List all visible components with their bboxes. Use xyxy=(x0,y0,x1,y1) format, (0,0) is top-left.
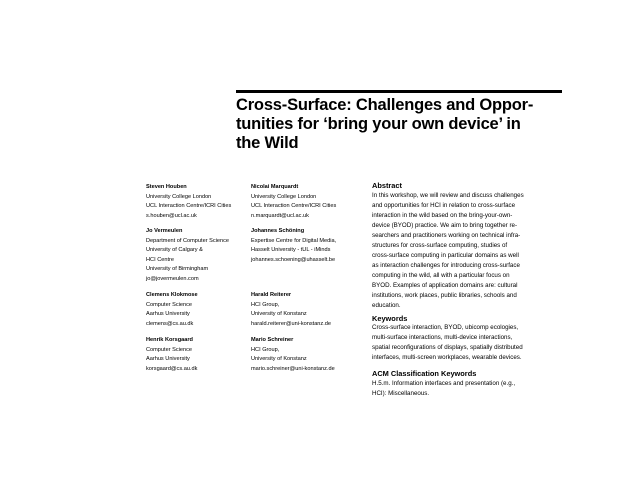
author-affiliation: Expertise Centre for Digital Media, xyxy=(251,237,337,244)
acm-line: HCI): Miscellaneous. xyxy=(372,390,430,397)
abstract-line: education. xyxy=(372,302,401,309)
keywords-line: multi-surface interactions, multi-device interactions, xyxy=(372,334,513,341)
author-email: n.marquardt@ucl.ac.uk xyxy=(251,212,309,219)
title-line: the Wild xyxy=(236,134,299,152)
keywords-body xyxy=(372,323,523,363)
abstract-line: cross-surface computing in particular domains as well xyxy=(372,252,519,259)
author-affiliation: HCI Group, xyxy=(251,301,280,308)
abstract-line: structures for cross-surface computing, studies of xyxy=(372,242,508,249)
author-affiliation: UCL Interaction Centre/ICRI Cities xyxy=(146,203,232,210)
author-affiliation: Aarhus University xyxy=(146,311,190,318)
abstract-heading: Abstract xyxy=(372,181,402,190)
title-rule xyxy=(236,90,562,93)
author-name: Mario Schreiner xyxy=(251,337,294,343)
author-email: korsgaard@cs.au.dk xyxy=(146,365,198,372)
title-line: Cross-Surface: Challenges and Oppor- xyxy=(236,96,534,114)
author-affiliation: University College London xyxy=(146,193,212,200)
author-name: Harald Reiterer xyxy=(251,292,292,298)
author-affiliation: Department of Computer Science xyxy=(146,237,230,244)
author-affiliation: Computer Science xyxy=(146,346,193,353)
author-email: harald.reiterer@uni-konstanz.de xyxy=(251,320,331,327)
author-name: Clemens Klokmose xyxy=(146,292,198,298)
author-affiliation: UCL Interaction Centre/ICRI Cities xyxy=(251,203,337,210)
abstract-line: institutions, work places, public libraries, schools and xyxy=(372,292,517,299)
abstract-line: searchers and practitioners working on technical infra- xyxy=(372,232,521,239)
author-block xyxy=(146,183,231,221)
abstract-line: In this workshop, we will review and discuss challenges xyxy=(372,192,524,199)
author-name: Henrik Korsgaard xyxy=(146,337,193,343)
abstract-line: interaction in the wild based on the bring-your-own- xyxy=(372,212,513,219)
author-email: s.houben@ucl.ac.uk xyxy=(146,212,197,219)
abstract-body xyxy=(372,191,524,311)
author-block xyxy=(251,183,336,221)
author-affiliation: Computer Science xyxy=(146,301,193,308)
author-block xyxy=(146,227,229,285)
author-block xyxy=(251,227,336,265)
keywords-line: spatial reconfigurations of displays, spatially distributed xyxy=(372,344,523,351)
author-email: clemens@cs.au.dk xyxy=(146,320,194,327)
keywords-heading: Keywords xyxy=(372,314,408,323)
keywords-line: Cross-surface interaction, BYOD, ubicomp ecologies, xyxy=(372,324,519,331)
author-affiliation: HCI Group, xyxy=(251,346,280,353)
author-affiliation: University of Konstanz xyxy=(251,311,307,318)
author-affiliation: University of Calgary & xyxy=(146,247,203,254)
acm-line: H.5.m. Information interfaces and presentation (e.g., xyxy=(372,380,516,387)
author-block xyxy=(251,291,331,329)
paper-title xyxy=(236,96,562,153)
title-line: tunities for ‘bring your own device’ in xyxy=(236,115,521,133)
author-block xyxy=(251,336,335,374)
author-affiliation: University of Birmingham xyxy=(146,266,209,273)
author-affiliation: HCI Centre xyxy=(146,256,174,263)
author-affiliation: Aarhus University xyxy=(146,356,190,363)
author-affiliation: University College London xyxy=(251,193,317,200)
author-email: johannes.schoening@uhasselt.be xyxy=(251,256,336,263)
abstract-line: as interaction challenges for introducing cross-surface xyxy=(372,262,520,269)
author-affiliation: University of Konstanz xyxy=(251,356,307,363)
abstract-line: and opportunities for HCI in relation to cross-surface xyxy=(372,202,516,209)
author-name: Johannes Schöning xyxy=(251,228,305,234)
abstract-line: BYOD. Examples of application domains are: cultural xyxy=(372,282,518,289)
author-email: jo@jovermeulen.com xyxy=(146,275,199,282)
author-affiliation: Hasselt University - tUL - iMinds xyxy=(251,247,331,254)
keywords-line: interfaces, multi-screen workplaces, wearable devices. xyxy=(372,354,522,361)
abstract-line: computing in the wild, all with a particular focus on xyxy=(372,272,510,279)
author-block xyxy=(146,336,197,374)
author-email: mario.schreiner@uni-konstanz.de xyxy=(251,365,335,372)
abstract-line: device (BYOD) practice. We aim to bring together re- xyxy=(372,222,518,229)
author-name: Steven Houben xyxy=(146,184,187,190)
author-block xyxy=(146,291,198,329)
author-name: Nicolai Marquardt xyxy=(251,184,299,190)
acm-heading: ACM Classification Keywords xyxy=(372,369,477,378)
acm-body xyxy=(372,379,515,399)
author-name: Jo Vermeulen xyxy=(146,228,183,234)
